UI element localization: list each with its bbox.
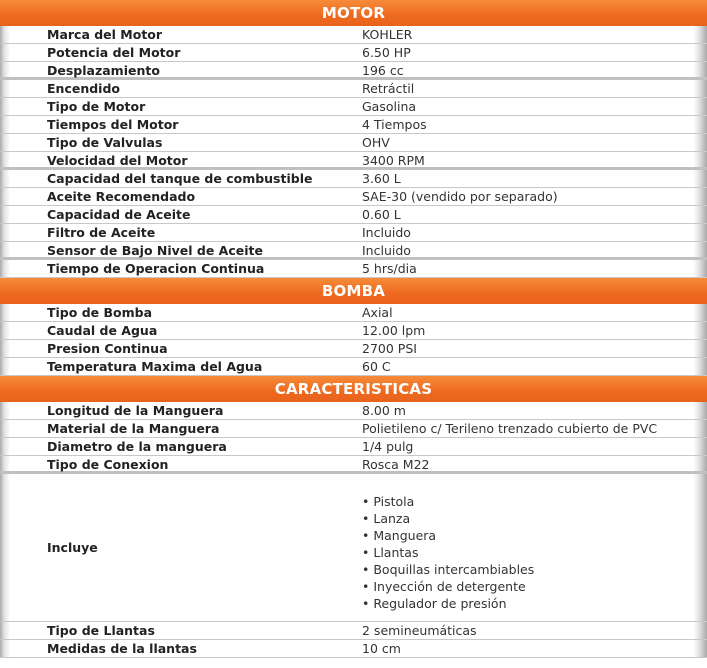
spec-row [0,134,707,152]
spec-row [0,340,707,358]
incluye-item: • Pistola [362,493,534,510]
spec-value: 2 semineumáticas [362,623,477,638]
spec-row [0,242,707,260]
spec-value: 196 cc [362,63,404,78]
spec-label: Desplazamiento [47,63,160,78]
spec-label: Medidas de la llantas [47,641,197,656]
spec-row [0,438,707,456]
spec-label: Aceite Recomendado [47,189,196,204]
spec-row [0,152,707,170]
spec-value: 3.60 L [362,171,401,186]
spec-value: Incluido [362,243,411,258]
bomba-rows [0,304,707,376]
spec-label: Tipo de Bomba [47,305,152,320]
incluye-item: • Llantas [362,544,534,561]
section-header-caracteristicas: CARACTERISTICAS [0,376,707,402]
spec-label: Filtro de Aceite [47,225,156,240]
spec-row [0,420,707,438]
spec-row-incluye [0,474,707,622]
spec-value: Incluido [362,225,411,240]
spec-row [0,26,707,44]
spec-value: Gasolina [362,99,417,114]
spec-label: Encendido [47,81,120,96]
incluye-item: • Regulador de presión [362,595,534,612]
spec-label: Tipo de Llantas [47,623,155,638]
incluye-item: • Manguera [362,527,534,544]
caracteristicas-rows [0,402,707,474]
caracteristicas-rows-after [0,622,707,658]
spec-row [0,98,707,116]
spec-row [0,44,707,62]
spec-value [362,483,534,612]
spec-value: SAE-30 (vendido por separado) [362,189,558,204]
spec-value: 5 hrs/dia [362,261,417,276]
incluye-item: • Boquillas intercambiables [362,561,534,578]
section-header-bomba: BOMBA [0,278,707,304]
spec-value: Rosca M22 [362,457,430,472]
spec-label: Capacidad del tanque de combustible [47,171,313,186]
spec-row [0,116,707,134]
spec-label: Tiempos del Motor [47,117,179,132]
spec-value: 12.00 lpm [362,323,426,338]
spec-value: KOHLER [362,27,413,42]
incluye-row-wrap [0,474,707,622]
spec-row [0,622,707,640]
incluye-list [362,493,534,612]
spec-row [0,188,707,206]
spec-label: Capacidad de Aceite [47,207,191,222]
spec-label: Velocidad del Motor [47,153,188,168]
spec-row [0,206,707,224]
spec-row [0,170,707,188]
spec-value: 8.00 m [362,403,406,418]
section-header-motor: MOTOR [0,0,707,26]
spec-label: Longitud de la Manguera [47,403,224,418]
spec-value: 6.50 HP [362,45,411,60]
spec-label: Caudal de Agua [47,323,158,338]
spec-label: Tiempo de Operacion Continua [47,261,265,276]
spec-row [0,224,707,242]
spec-row [0,640,707,658]
spec-row [0,322,707,340]
incluye-item: • Lanza [362,510,534,527]
spec-label: Sensor de Bajo Nivel de Aceite [47,243,263,258]
spec-label: Tipo de Conexion [47,457,169,472]
spec-value: 2700 PSI [362,341,417,356]
spec-value: 4 Tiempos [362,117,427,132]
spec-row [0,402,707,420]
spec-label: Presion Continua [47,341,168,356]
spec-value: Polietileno c/ Terileno trenzado cubierto de PVC [362,421,658,436]
spec-row [0,304,707,322]
spec-row [0,62,707,80]
motor-rows [0,26,707,278]
spec-value: 10 cm [362,641,401,656]
spec-row [0,456,707,474]
spec-value: Axial [362,305,393,320]
spec-row [0,358,707,376]
spec-label: Temperatura Maxima del Agua [47,359,263,374]
spec-value: 3400 RPM [362,153,425,168]
spec-label: Tipo de Motor [47,99,146,114]
spec-label: Diametro de la manguera [47,439,227,454]
spec-label: Incluye [47,539,98,555]
spec-value: 1/4 pulg [362,439,414,454]
incluye-item: • Inyección de detergente [362,578,534,595]
spec-label: Tipo de Valvulas [47,135,163,150]
spec-value: OHV [362,135,390,150]
spec-value: Retráctil [362,81,415,96]
spec-label: Potencia del Motor [47,45,181,60]
spec-row [0,260,707,278]
spec-label: Material de la Manguera [47,421,220,436]
spec-row [0,80,707,98]
spec-value: 0.60 L [362,207,401,222]
spec-value: 60 C [362,359,391,374]
spec-label: Marca del Motor [47,27,163,42]
